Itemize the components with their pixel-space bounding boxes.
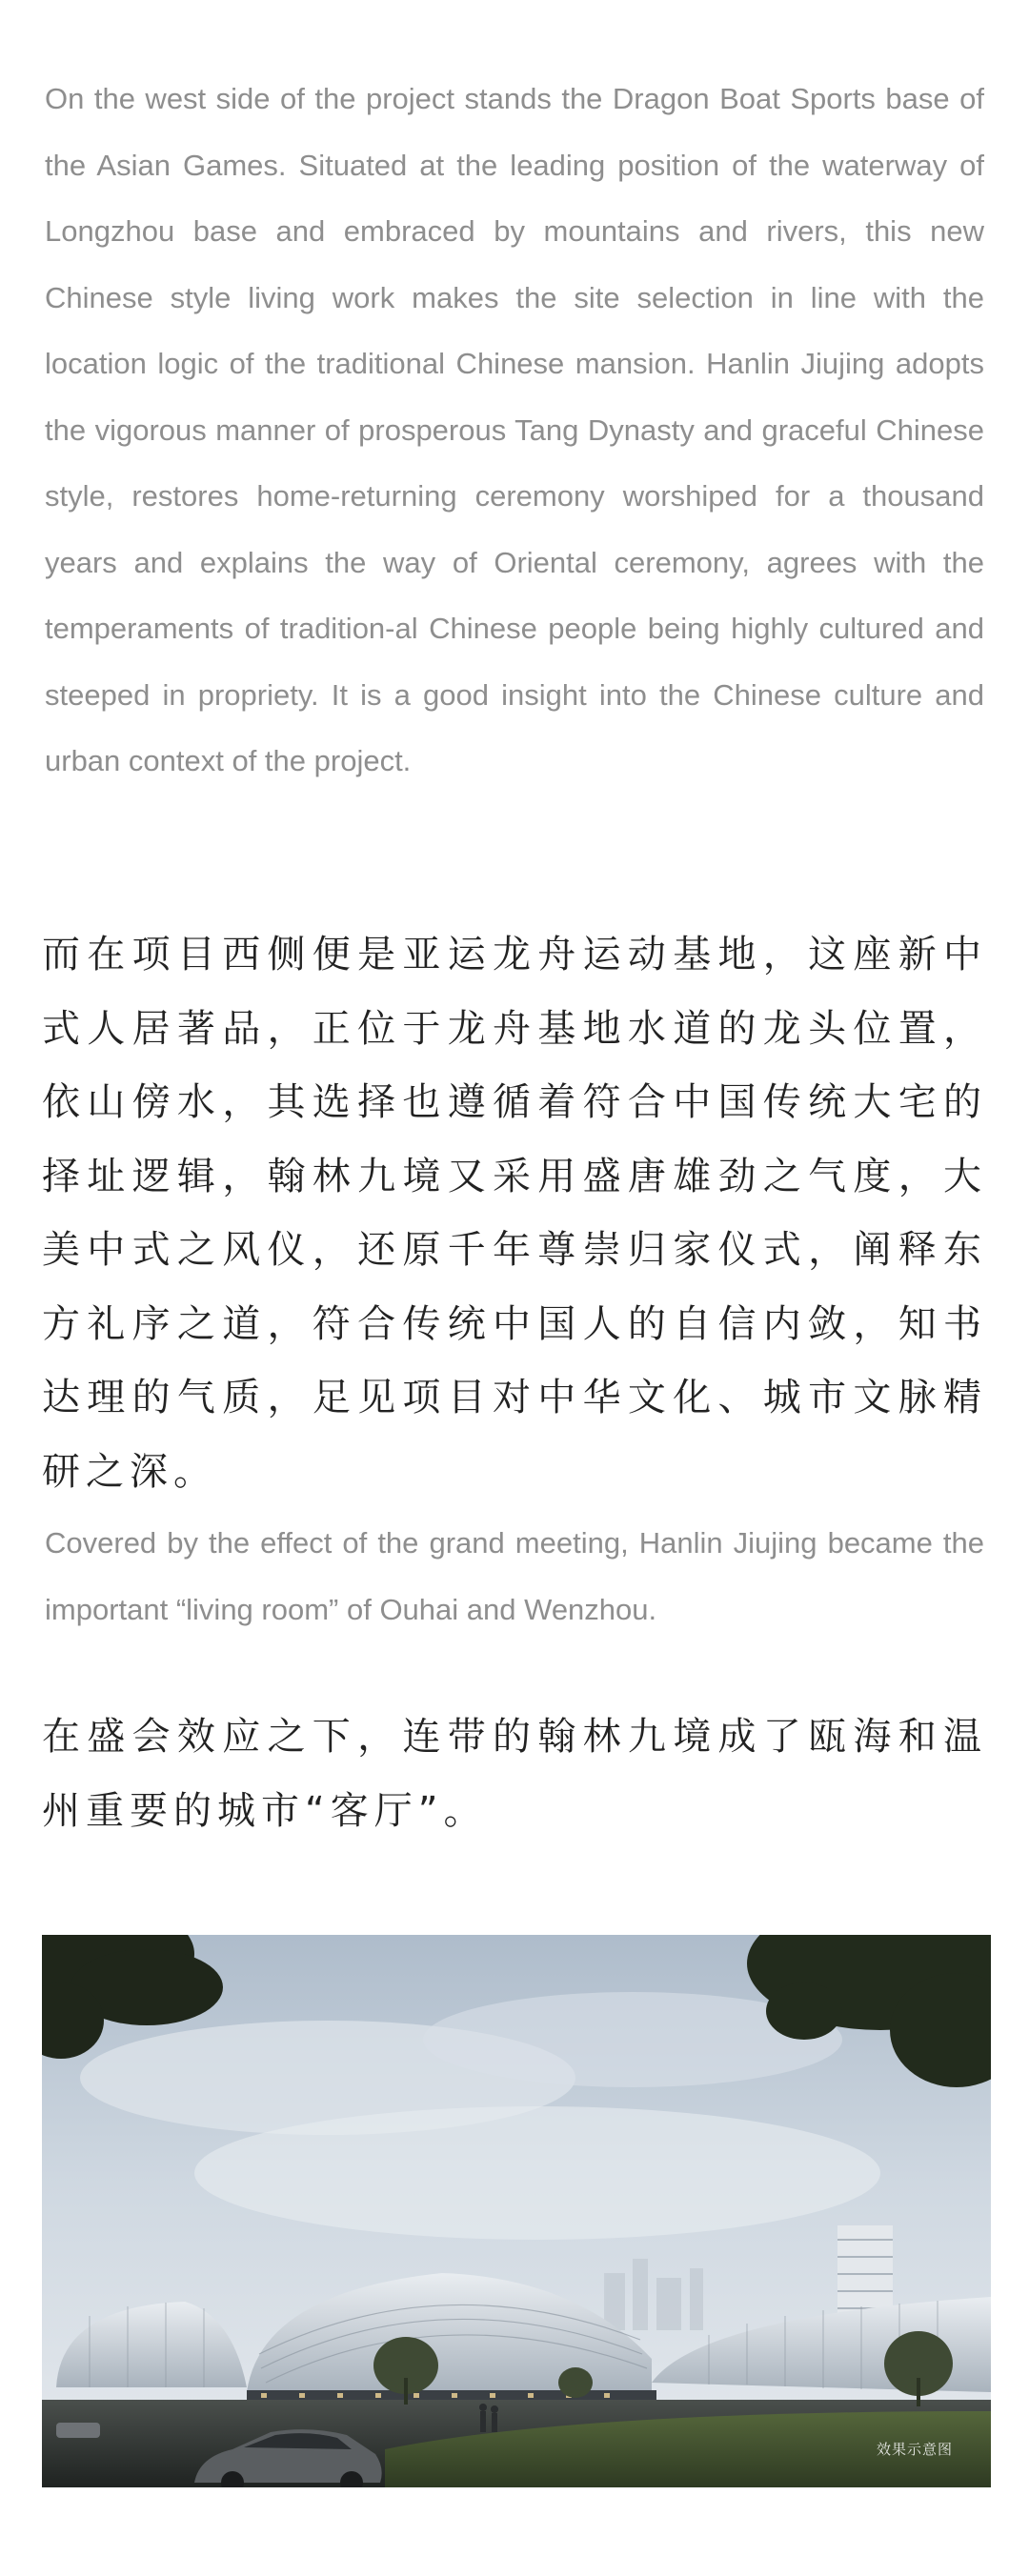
image-caption: 效果示意图 [876, 2441, 953, 2458]
stadium-rendering-image [42, 1935, 991, 2487]
stadium-rendering-drawing [42, 1935, 991, 2487]
paragraph-chinese-intro: 而在项目西侧便是亚运龙舟运动基地，这座新中式人居著品，正位于龙舟基地水道的龙头位置，依山傍水，其选择也遵循着符合中国传统大宅的择址逻辑，翰林九境又采用盛唐雄劲之气度，大美中式之风仪，还原千年尊崇归家仪式，阐释东方礼序之道，符合传统中国人的自信内敛，知书达理的气质，足见项目对中华文化、城市文脉精研之深。 [42, 933, 987, 1494]
paragraph-english-living-room: Covered by the effect of the grand meeting, Hanlin Jiujing became the important “living room” of Ouhai and Wenzhou. [45, 1526, 984, 1626]
paragraph-english-intro: On the west side of the project stands the Dragon Boat Sports base of the Asian Games. Situated at the leading position of the waterway of Longzhou base and embraced by mountains and rivers, this new Chinese style living work makes the site selection in line with the location logic of the traditional Chinese mansion. Hanlin Jiujing adopts the vigorous manner of prosperous Tang Dynasty and graceful Chinese style, restores home-returning ceremony worshiped for a thousand years and explains the way of Oriental ceremony, agrees with the temperaments of tradition-al Chinese people being highly cultured and steeped in propriety. It is a good insight into the Chinese culture and urban context of the project. [45, 82, 984, 777]
paragraph-chinese-living-room: 在盛会效应之下，连带的翰林九境成了瓯海和温州重要的城市“客厅”。 [42, 1715, 987, 1833]
